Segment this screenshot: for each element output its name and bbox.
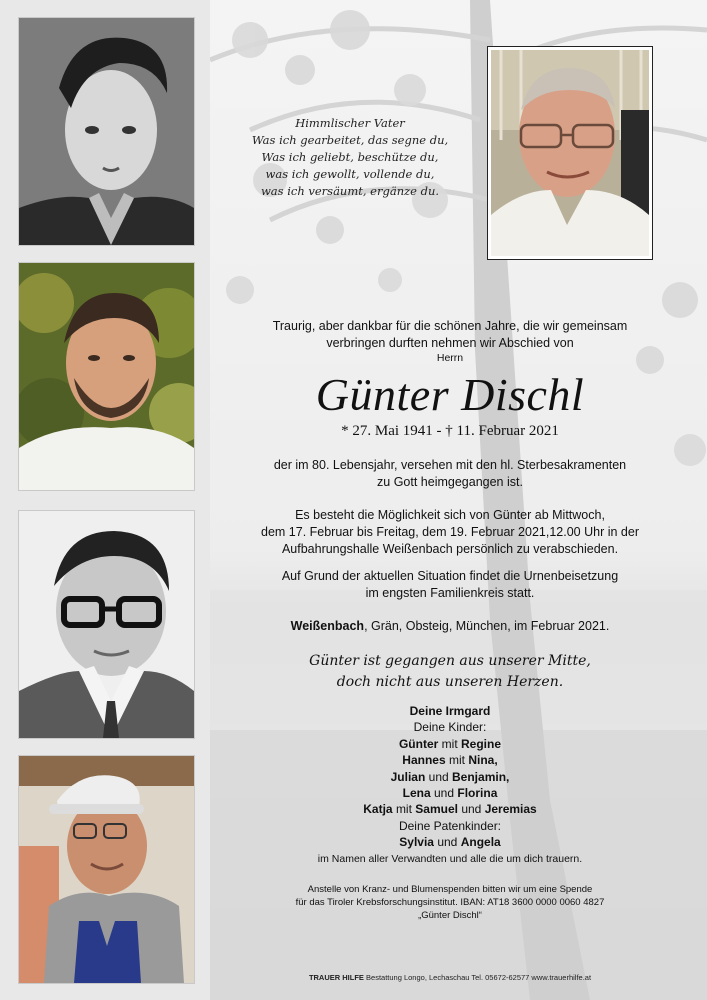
obituary-text bbox=[240, 318, 660, 922]
footer-brand: TRAUER HILFE bbox=[308, 973, 364, 982]
poem-line-1: Himmlischer Vater bbox=[295, 116, 405, 130]
life-dates: * 27. Mai 1941 - † 11. Februar 2021 bbox=[341, 423, 559, 439]
poem-line-5: was ich versäumt, ergänze du. bbox=[260, 184, 440, 198]
photo-strip bbox=[0, 0, 210, 1000]
quote-line-1: Günter ist gegangen aus unserer Mitte, bbox=[309, 653, 591, 669]
viewing-line-2: dem 17. Februar bis Freitag, dem 19. Februar 2021,12.00 Uhr in der bbox=[261, 525, 639, 539]
poem-line-4: was ich gewollt, vollende du, bbox=[265, 167, 435, 181]
quote-line-2: doch nicht aus unseren Herzen. bbox=[336, 674, 564, 690]
donation-line-2: für das Tiroler Krebsforschungsinstitut. IBAN: AT18 3600 0000 0060 4827 bbox=[295, 896, 605, 908]
death-info-line-1: der im 80. Lebensjahr, versehen mit den hl. Sterbesakramenten bbox=[273, 458, 627, 472]
family-godchildren: Sylvia und Angela bbox=[399, 835, 501, 850]
viewing-line-3: Aufbahrungshalle Weißenbach persönlich zu verabschieden. bbox=[281, 542, 619, 556]
place-bold: Weißenbach bbox=[290, 619, 365, 633]
main-portrait-photo bbox=[487, 46, 653, 260]
burial-line-2: im engsten Familienkreis statt. bbox=[365, 586, 535, 600]
footer-text: Bestattung Longo, Lechaschau Tel. 05672-62577 www.trauerhilfe.at bbox=[363, 973, 592, 982]
poem-line-2: Was ich gearbeitet, das segne du, bbox=[251, 133, 449, 147]
family-child-4: Lena und Florina bbox=[402, 786, 498, 801]
footer-funeral-home bbox=[240, 973, 660, 982]
place-date bbox=[240, 618, 660, 635]
title-herrn: Herrn bbox=[436, 352, 464, 364]
viewing-line-1: Es besteht die Möglichkeit sich von Günter ab Mittwoch, bbox=[295, 508, 605, 522]
intro-line-1: Traurig, aber dankbar für die schönen Jahre, die wir gemeinsam bbox=[272, 319, 628, 333]
family-child-2: Hannes mit Nina, bbox=[402, 753, 498, 768]
portrait-photo-child bbox=[18, 17, 195, 246]
death-info-line-2: zu Gott heimgegangen ist. bbox=[377, 475, 523, 489]
poem bbox=[230, 115, 470, 200]
burial-line-1: Auf Grund der aktuellen Situation findet die Urnenbeisetzung bbox=[281, 569, 619, 583]
donation-line-1: Anstelle von Kranz- und Blumenspenden bitten wir um eine Spende bbox=[307, 883, 593, 895]
family-children-label: Deine Kinder: bbox=[413, 720, 487, 735]
donation-line-3: „Günter Dischl“ bbox=[418, 909, 482, 921]
family-godchildren-label: Deine Patenkinder: bbox=[398, 818, 502, 833]
deceased-name: Günter Dischl bbox=[315, 369, 585, 420]
family-child-5: Katja mit Samuel und Jeremias bbox=[363, 802, 537, 817]
portrait-photo-cap bbox=[18, 755, 195, 984]
family-child-1: Günter mit Regine bbox=[398, 736, 502, 751]
poem-line-3: Was ich geliebt, beschütze du, bbox=[261, 150, 439, 164]
intro-line-2: verbringen durften nehmen wir Abschied von bbox=[326, 336, 574, 350]
portrait-photo-young-man bbox=[18, 262, 195, 491]
family-wife: Deine Irmgard bbox=[409, 704, 491, 718]
family-child-3: Julian und Benjamin, bbox=[390, 769, 510, 784]
place-rest: , Grän, Obsteig, München, im Februar 2021. bbox=[364, 619, 610, 633]
portrait-photo-glasses bbox=[18, 510, 195, 739]
family-closing: im Namen aller Verwandten und alle die um dich trauern. bbox=[317, 852, 583, 865]
